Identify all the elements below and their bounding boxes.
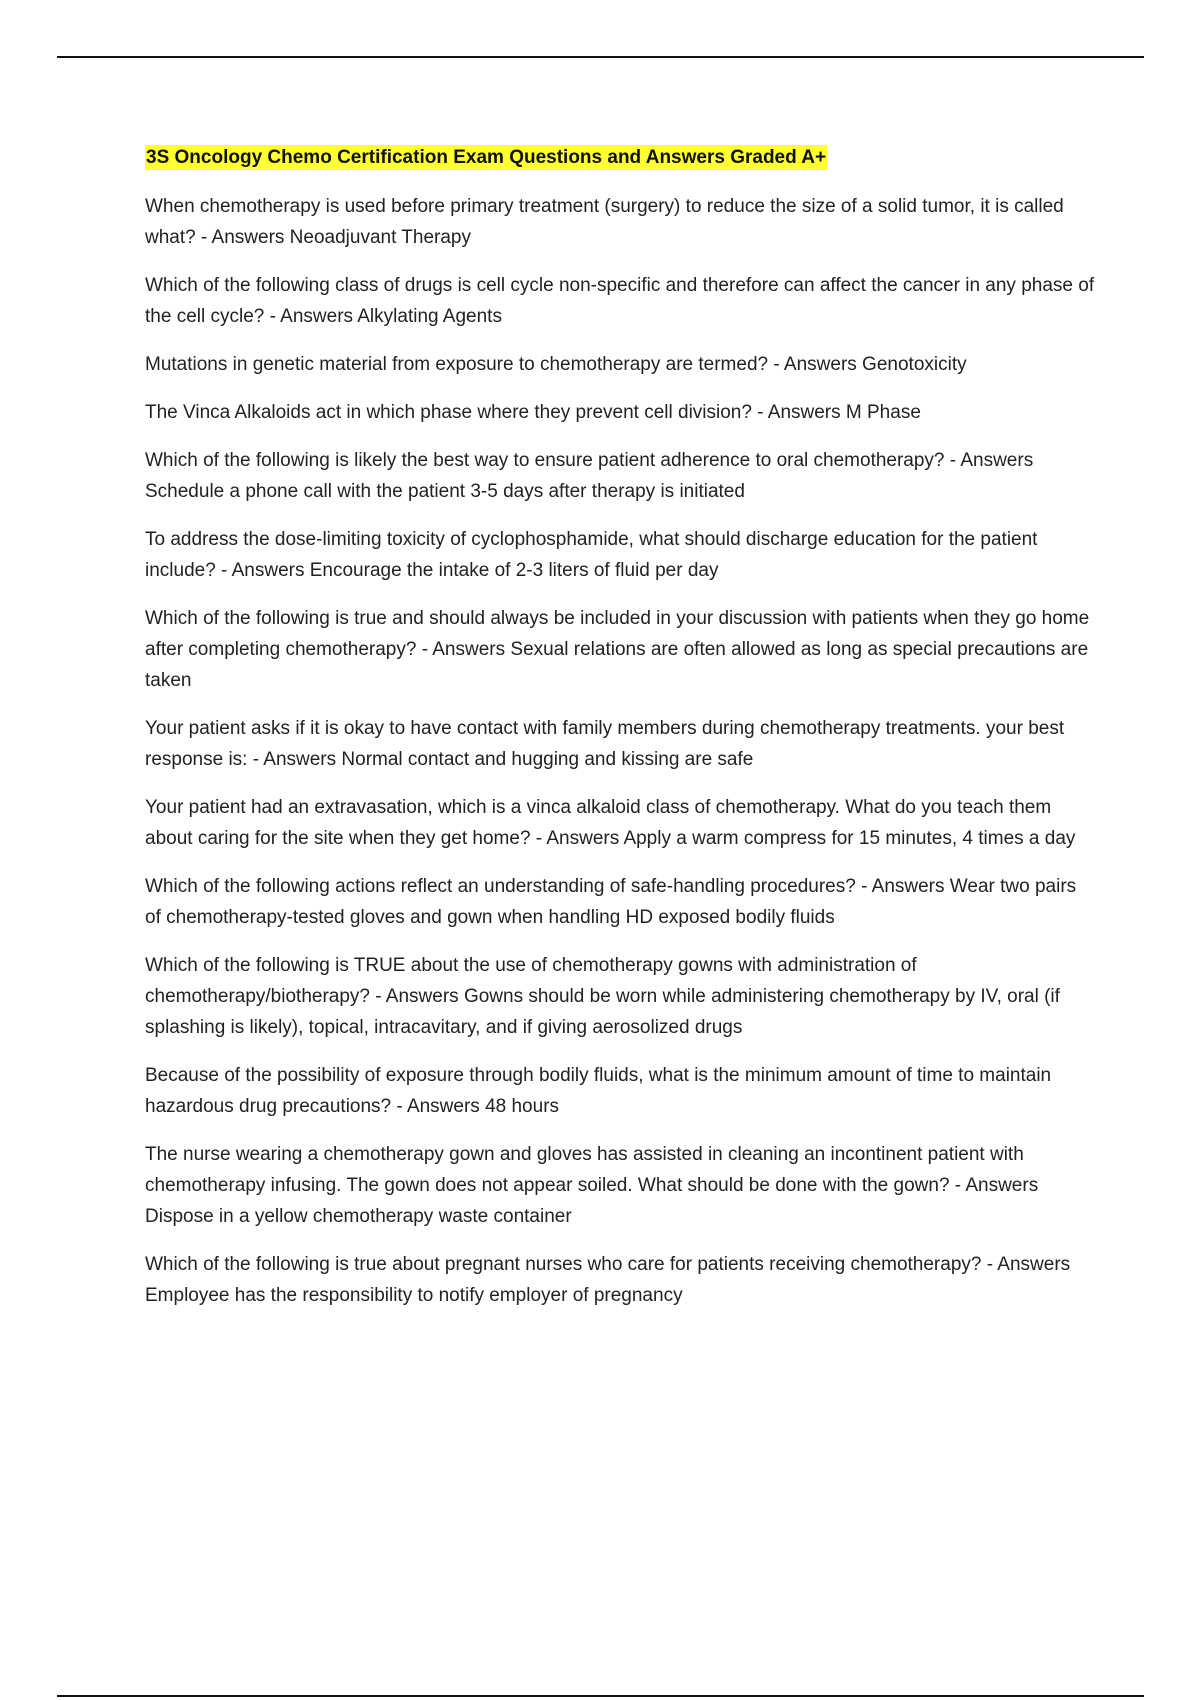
qa-item-10: Which of the following actions reflect an understanding of safe-handling procedures? - Answers Wear two pairs of chemotherapy-tested gloves and gown when handling HD exposed bodily fluids	[145, 876, 1077, 928]
header-rule	[57, 56, 1144, 58]
qa-item-6: To address the dose-limiting toxicity of cyclophosphamide, what should discharge education for the patient include? - Answers Encourage the intake of 2-3 liters of fluid per day	[145, 529, 1038, 581]
qa-item-4: The Vinca Alkaloids act in which phase where they prevent cell division? - Answers M Phase	[145, 402, 921, 423]
qa-item-2: Which of the following class of drugs is cell cycle non-specific and therefore can affect the cancer in any phase of the cell cycle? - Answers Alkylating Agents	[145, 275, 1095, 327]
qa-item-13: The nurse wearing a chemotherapy gown and gloves has assisted in cleaning an incontinent patient with chemotherapy infusing. The gown does not appear soiled. What should be done with the gown? - Answers Dispose in a yellow chemotherapy waste container	[145, 1144, 1039, 1227]
qa-item-8: Your patient asks if it is okay to have contact with family members during chemotherapy treatments. your best response is: - Answers Normal contact and hugging and kissing are safe	[145, 718, 1065, 770]
qa-item-5: Which of the following is likely the best way to ensure patient adherence to oral chemotherapy? - Answers Schedule a phone call with the patient 3-5 days after therapy is initiated	[145, 450, 1034, 502]
qa-item-9: Your patient had an extravasation, which is a vinca alkaloid class of chemotherapy. What do you teach them about caring for the site when they get home? - Answers Apply a warm compress for 15 minutes, 4 times a day	[145, 797, 1076, 849]
qa-item-11: Which of the following is TRUE about the use of chemotherapy gowns with administration of chemotherapy/biotherapy? - Answers Gowns should be worn while administering chemotherapy by IV, oral (if splashing is likely), topical, intracavitary, and if giving aerosolized drugs	[145, 955, 1060, 1038]
footer-rule	[57, 1695, 1144, 1697]
title-block	[145, 144, 1095, 173]
qa-item-3: Mutations in genetic material from exposure to chemotherapy are termed? - Answers Genotoxicity	[145, 354, 967, 375]
document-body	[145, 144, 1095, 1328]
qa-item-14: Which of the following is true about pregnant nurses who care for patients receiving chemotherapy? - Answers Employee has the responsibility to notify employer of pregnancy	[145, 1254, 1071, 1306]
document-title: 3S Oncology Chemo Certification Exam Questions and Answers Graded A+	[146, 147, 827, 168]
qa-item-12: Because of the possibility of exposure through bodily fluids, what is the minimum amount of time to maintain hazardous drug precautions? - Answers 48 hours	[145, 1065, 1052, 1117]
qa-item-7: Which of the following is true and should always be included in your discussion with patients when they go home after completing chemotherapy? - Answers Sexual relations are often allowed as long as special precautions are taken	[145, 608, 1090, 691]
qa-item-1: When chemotherapy is used before primary treatment (surgery) to reduce the size of a solid tumor, it is called what? - Answers Neoadjuvant Therapy	[145, 196, 1064, 248]
